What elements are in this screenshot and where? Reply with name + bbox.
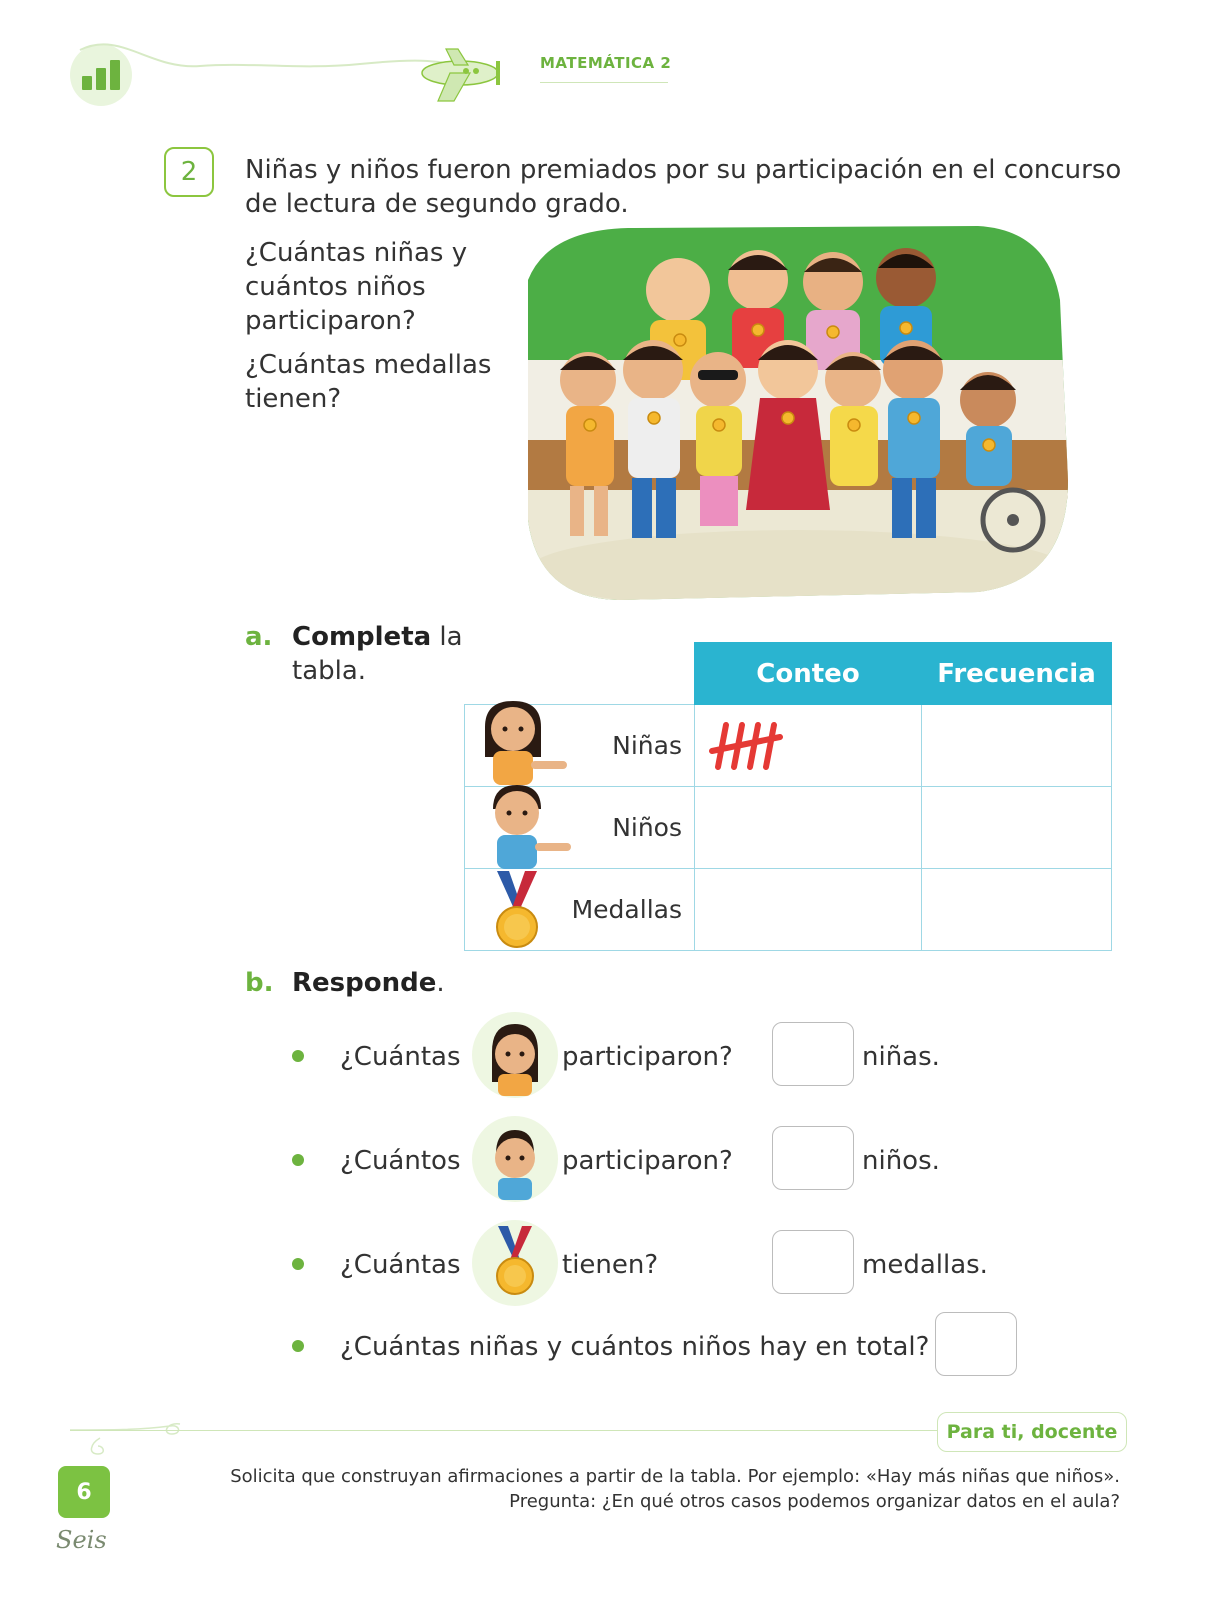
question-3-unit: medallas. — [862, 1250, 988, 1280]
header-title: MATEMÁTICA 2 — [540, 54, 672, 72]
question-4-text: ¿Cuántas niñas y cuántos niños hay en total? — [340, 1332, 930, 1362]
footer-swirl-decoration — [70, 1418, 210, 1458]
tally-mark — [766, 725, 774, 767]
activity-question-2: ¿Cuántas medallas tienen? — [245, 350, 492, 414]
part-b-heading — [245, 966, 274, 1000]
header-frecuencia: Frecuencia — [922, 643, 1112, 705]
question-3-after: tienen? — [562, 1250, 659, 1280]
header-underline — [540, 82, 668, 83]
part-a-instruction — [292, 620, 472, 688]
medal-circle-icon — [472, 1220, 558, 1306]
table-row — [465, 787, 1112, 869]
row-label-ninos — [465, 787, 695, 869]
part-a-letter: a. — [245, 622, 273, 652]
part-b-letter: b. — [245, 968, 274, 998]
answer-box-medallas[interactable] — [772, 1230, 854, 1294]
tally-marks-icon — [696, 709, 806, 779]
activity-number: 2 — [164, 147, 214, 197]
part-a-heading — [245, 620, 272, 654]
question-2-before: ¿Cuántos — [340, 1146, 461, 1176]
cell-conteo-medallas[interactable] — [695, 869, 922, 951]
part-a-instruction-bold: Completa — [292, 622, 432, 652]
teacher-note — [120, 1464, 1120, 1514]
bullet — [292, 1340, 304, 1352]
tally-mark — [750, 725, 758, 767]
row-label-text: Niñas — [612, 731, 682, 760]
row-label-text: Niños — [612, 813, 682, 842]
part-a-instruction-rest: la tabla. — [292, 622, 463, 686]
table-row — [465, 705, 1112, 787]
girl-pointing-icon — [471, 697, 571, 785]
boy-pointing-icon — [475, 781, 575, 869]
answer-box-ninas[interactable] — [772, 1022, 854, 1086]
question-1-unit: niñas. — [862, 1042, 940, 1072]
bullet — [292, 1050, 304, 1062]
cell-conteo-ninos[interactable] — [695, 787, 922, 869]
answer-box-total[interactable] — [935, 1312, 1017, 1376]
children-with-medals-illustration — [508, 220, 1093, 610]
cell-frecuencia-medallas[interactable] — [922, 869, 1112, 951]
activity-intro: Niñas y niños fueron premiados por su participación en el concurso de lectura de segundo grado. — [245, 155, 1122, 219]
question-2-unit: niños. — [862, 1146, 940, 1176]
row-label-medallas — [465, 869, 695, 951]
cell-frecuencia-ninas[interactable] — [922, 705, 1112, 787]
table-row — [465, 869, 1112, 951]
teacher-note-line-2: Pregunta: ¿En qué otros casos podemos organizar datos en el aula? — [509, 1491, 1120, 1512]
bullet — [292, 1258, 304, 1270]
page-number-word: Seis — [56, 1526, 107, 1554]
teacher-note-line-1: Solicita que construyan afirmaciones a partir de la tabla. Por ejemplo: «Hay más niñas que niños». — [230, 1466, 1120, 1487]
girl-face-icon — [472, 1012, 558, 1098]
question-1-before: ¿Cuántas — [340, 1042, 461, 1072]
row-label-text: Medallas — [571, 895, 682, 924]
question-1-after: participaron? — [562, 1042, 733, 1072]
question-3-before: ¿Cuántas — [340, 1250, 461, 1280]
question-2-after: participaron? — [562, 1146, 733, 1176]
cell-conteo-ninas[interactable] — [695, 705, 922, 787]
page-number: 6 — [58, 1466, 110, 1518]
activity-question-1: ¿Cuántas niñas y cuántos niños participaron? — [245, 238, 468, 336]
bullet — [292, 1154, 304, 1166]
part-b-instruction — [292, 966, 445, 1000]
para-ti-docente-pill: Para ti, docente — [937, 1412, 1127, 1452]
row-label-ninas — [465, 705, 695, 787]
answer-box-ninos[interactable] — [772, 1126, 854, 1190]
part-b-instruction-rest: . — [436, 968, 445, 998]
table-corner — [465, 643, 695, 705]
table-header-row — [465, 643, 1112, 705]
airplane-icon — [422, 49, 500, 101]
frequency-table — [464, 642, 1112, 951]
part-b-instruction-bold: Responde — [292, 968, 437, 998]
cell-frecuencia-ninos[interactable] — [922, 787, 1112, 869]
header-conteo: Conteo — [695, 643, 922, 705]
boy-face-icon — [472, 1116, 558, 1202]
airplane-trail-decoration — [60, 30, 540, 110]
medal-icon — [487, 871, 547, 951]
